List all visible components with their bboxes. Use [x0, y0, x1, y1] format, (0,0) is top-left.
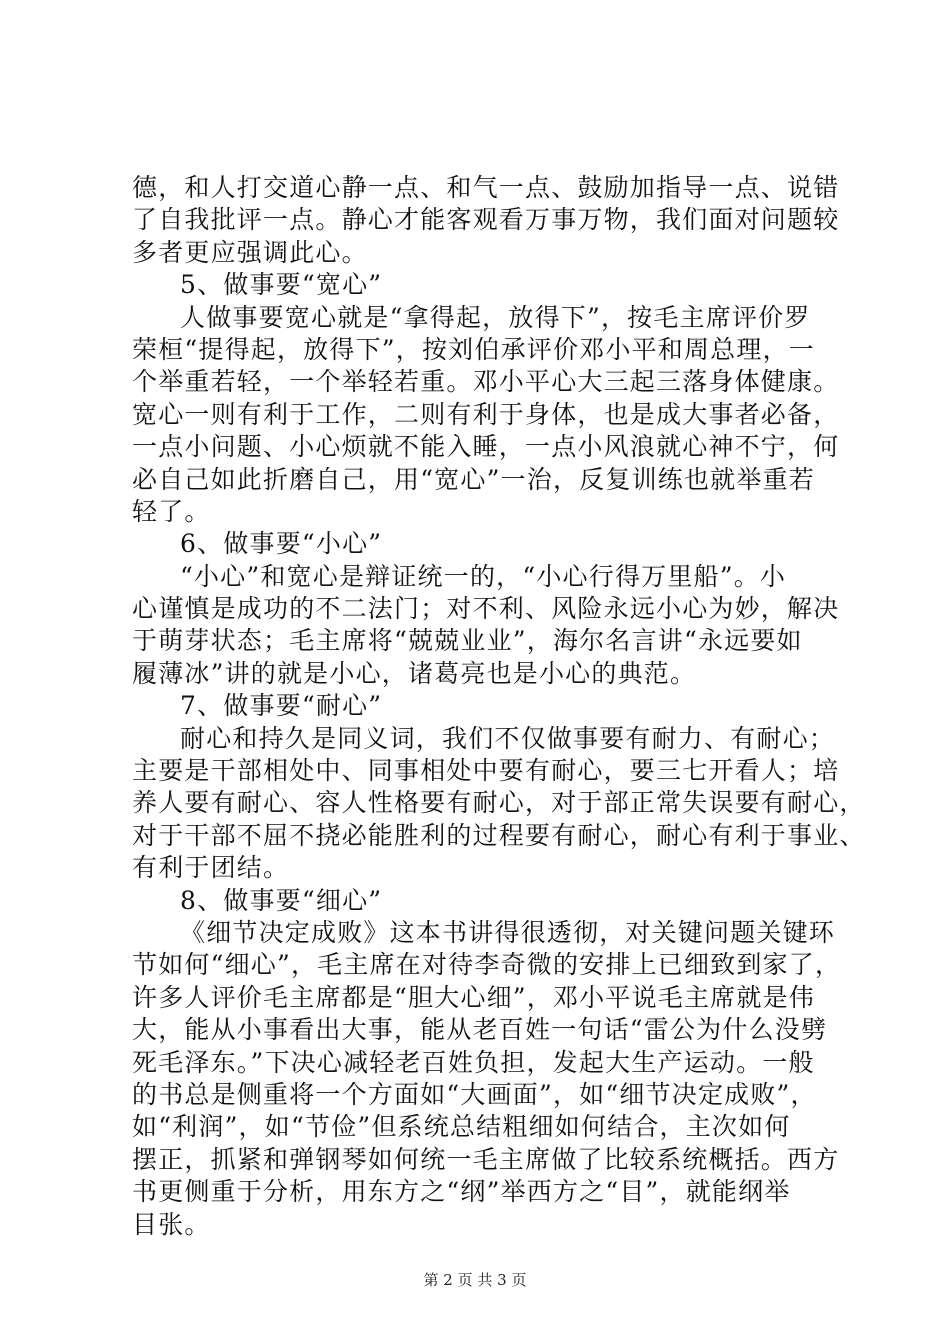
text-line: 于萌芽状态；毛主席将“兢兢业业”，海尔名言讲“永远要如 [132, 626, 803, 656]
text-line: 大，能从小事看出大事，能从老百姓一句话“雷公为什么没劈 [132, 1015, 828, 1045]
text-line: 5、做事要“宽心” [180, 270, 383, 300]
document-body [132, 172, 866, 1241]
text-line: 宽心一则有利于工作，二则有利于身体，也是成大事者必备， [132, 399, 840, 429]
text-line: 主要是干部相处中、同事相处中要有耐心，要三七开看人；培 [132, 756, 840, 786]
text-line: 养人要有耐心、容人性格要有耐心，对于部正常失误要有耐心， [132, 788, 866, 818]
text-line: 7、做事要“耐心” [180, 691, 383, 721]
text-line: 轻了。 [132, 496, 211, 526]
text-line: 《细节决定成败》这本书讲得很透彻，对关键问题关键环 [180, 917, 836, 947]
text-line: “小心”和宽心是辩证统一的，“小心行得万里船”。小 [180, 561, 787, 591]
text-line: 许多人评价毛主席都是“胆大心细”，邓小平说毛主席就是伟 [132, 982, 815, 1012]
text-line: 德，和人打交道心静一点、和气一点、鼓励加指导一点、说错 [132, 173, 840, 202]
text-line: 人做事要宽心就是“拿得起，放得下”，按毛主席评价罗 [180, 302, 811, 332]
text-line: 书更侧重于分析，用东方之“纲”举西方之“目”，就能纲举 [132, 1177, 791, 1207]
text-line: 目张。 [132, 1209, 211, 1239]
text-line: 履薄冰”讲的就是小心，诸葛亮也是小心的典范。 [132, 658, 697, 688]
text-line: 必自己如此折磨自己，用“宽心”一治，反复训练也就举重若 [132, 464, 815, 494]
text-line: 了自我批评一点。静心才能客观看万事万物，我们面对问题较 [132, 205, 840, 235]
text-line: 荣桓“提得起，放得下”，按刘伯承评价邓小平和周总理，一 [132, 334, 815, 364]
text-line: 一点小问题、小心烦就不能入睡，一点小风浪就心神不宁，何 [132, 432, 840, 462]
text-line: 多者更应强调此心。 [132, 237, 368, 267]
text-line: 个举重若轻，一个举轻若重。邓小平心大三起三落身体健康。 [132, 367, 840, 397]
text-line: 耐心和持久是同义词，我们不仅做事要有耐力、有耐心； [180, 723, 836, 753]
text-line: 心谨慎是成功的不二法门；对不利、风险永远小心为妙，解决 [132, 594, 840, 624]
text-line: 有利于团结。 [132, 853, 290, 883]
text-line: 如“利润”，如“节俭”但系统总结粗细如何结合，主次如何 [132, 1112, 791, 1142]
text-line: 6、做事要“小心” [180, 529, 383, 559]
text-line: 对于干部不屈不挠必能胜利的过程要有耐心，耐心有利于事业、 [132, 820, 866, 850]
text-line: 摆正，抓紧和弹钢琴如何统一毛主席做了比较系统概括。西方 [132, 1144, 840, 1174]
text-line: 节如何“细心”，毛主席在对待李奇微的安排上已细致到家了， [132, 950, 842, 980]
text-line: 8、做事要“细心” [180, 885, 383, 915]
text-line: 死毛泽东。”下决心减轻老百姓负担，发起大生产运动。一般 [132, 1047, 815, 1077]
page-footer: 第 2 页 共 3 页 [423, 1271, 527, 1289]
text-line: 的书总是侧重将一个方面如“大画面”，如“细节决定成败”， [132, 1079, 817, 1109]
